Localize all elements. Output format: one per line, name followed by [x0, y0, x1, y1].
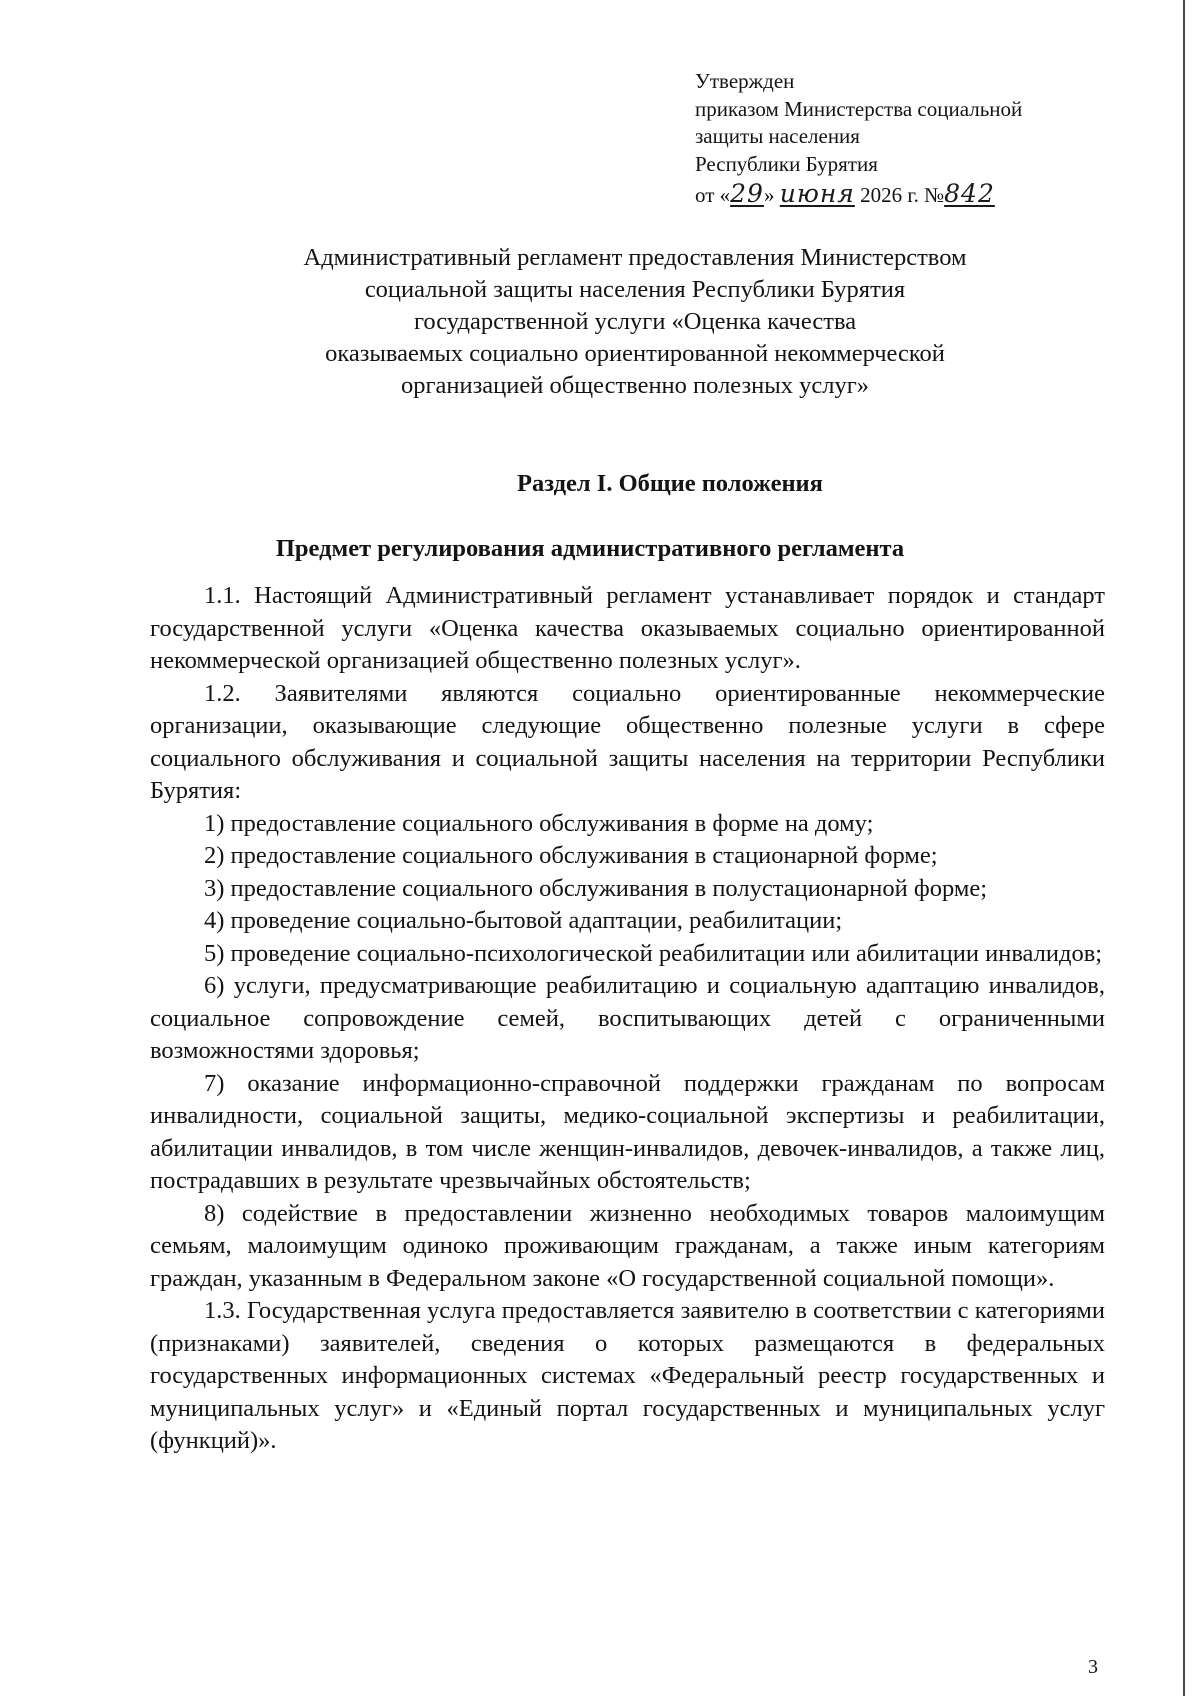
approval-line-2: приказом Министерства социальной: [695, 96, 1023, 121]
list-item-1: 1) предоставление социального обслуживания в форме на дому;: [204, 809, 874, 837]
paragraph-1-1: 1.1. Настоящий Административный регламент устанавливает порядок и стандарт государственной услуги «Оценка качества оказываемых социально ориентированной некоммерческой организацией общественно полезных услуг».: [150, 582, 1105, 674]
list-item-8: 8) содействие в предоставлении жизненно необходимых товаров малоимущим семьям, малоимущим одиноко проживающим гражданам, а также иным категориям граждан, указанным в Федеральном законе «О государственной социальной помощи».: [150, 1199, 1105, 1292]
title-line-3: государственной услуги «Оценка качества: [413, 308, 857, 335]
approval-line-4: Республики Бурятия: [695, 151, 878, 176]
list-item-4: 4) проведение социально-бытовой адаптации, реабилитации;: [204, 907, 843, 934]
approval-line-1: Утвержден: [695, 69, 795, 93]
list-item-3: 3) предоставление социального обслуживания в полустационарной форме;: [204, 874, 988, 902]
title-line-5: организацией общественно полезных услуг»: [400, 372, 870, 399]
paragraph-1-2: 1.2. Заявителями являются социально ориентированные некоммерческие организации, оказывающие следующие общественно полезные услуги в сфере социального обслуживания и социальной защиты населения на территории Республики Бурятия:: [150, 679, 1105, 804]
approval-stamp-block: [695, 68, 1135, 210]
date-prefix: от «: [695, 183, 731, 207]
document-title: [150, 242, 1120, 402]
date-year: 2026 г. №: [854, 183, 945, 207]
list-item-6: 6) услуги, предусматривающие реабилитацию и социальную адаптацию инвалидов, социальное сопровождение семей, воспитывающих детей с ограниченными возможностями здоровья;: [150, 972, 1105, 1064]
body-text: [150, 580, 1105, 1458]
approval-date-line: [695, 180, 1135, 210]
handwritten-order-number: 842: [944, 179, 995, 208]
title-line-1: Административный регламент предоставления Министерством: [303, 244, 967, 271]
title-line-2: социальной защиты населения Республики Бурятия: [364, 276, 906, 303]
list-item-5: 5) проведение социально-психологической реабилитации или абилитации инвалидов;: [204, 939, 1103, 967]
handwritten-day: 29: [730, 179, 764, 208]
page-number: 3: [1088, 1656, 1098, 1678]
section-heading: Раздел I. Общие положения: [517, 470, 823, 497]
list-item-2: 2) предоставление социального обслуживания в стационарной форме;: [204, 842, 938, 869]
approval-line-3: защиты населения: [695, 124, 860, 148]
subject-heading: Предмет регулирования административного регламента: [275, 535, 905, 562]
paragraph-1-3: 1.3. Государственная услуга предоставляется заявителю в соответствии с категориями (признаками) заявителей, сведения о которых размещаются в федеральных государственных информационных системах «Федеральный реестр государственных и муниципальных услуг» и «Единый портал государственных и муниципальных услуг (функций)».: [150, 1297, 1105, 1454]
scan-edge-line: [1183, 0, 1185, 1696]
handwritten-month: июня: [779, 179, 855, 208]
list-item-7: 7) оказание информационно-справочной поддержки гражданам по вопросам инвалидности, социальной защиты, медико-социальной экспертизы и реабилитации, абилитации инвалидов, в том числе женщин-инвалидов, девочек-инвалидов, а также лиц, пострадавших в результате чрезвычайных обстоятельств;: [150, 1069, 1105, 1194]
date-quote-close: »: [763, 183, 780, 207]
title-line-4: оказываемых социально ориентированной некоммерческой: [325, 340, 945, 367]
